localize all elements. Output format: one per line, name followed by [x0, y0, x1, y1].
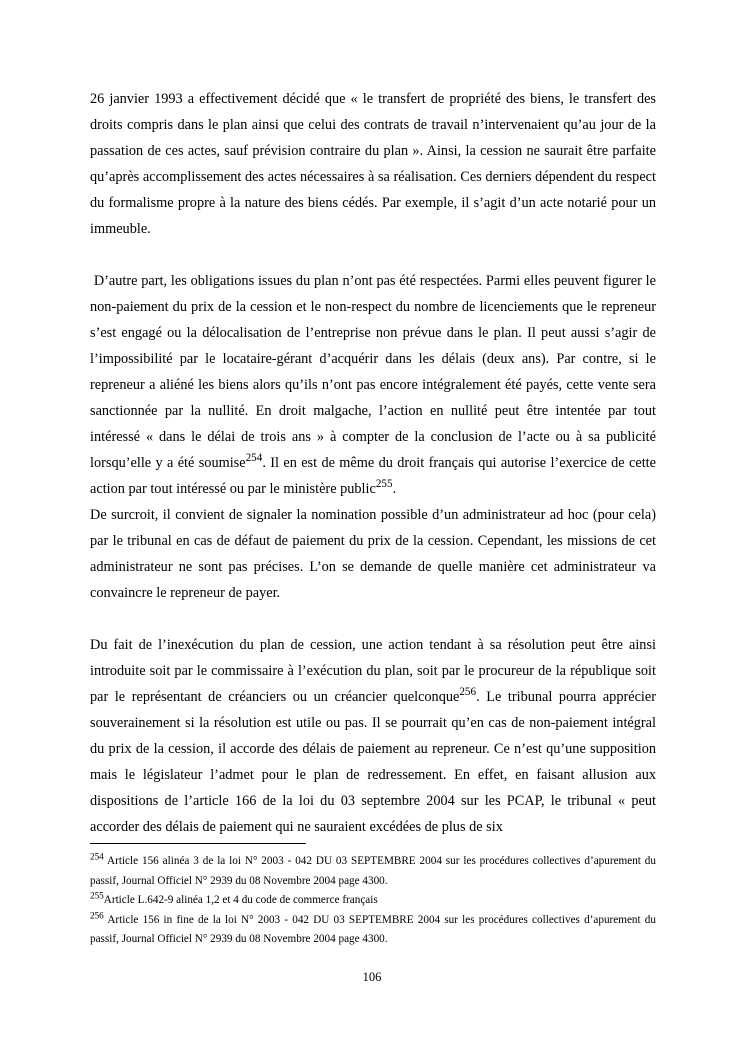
footnote-256-number: 256 — [90, 909, 104, 920]
paragraph-2-text-a: D’autre part, les obligations issues du plan n’ont pas été respectées. Parmi elles peuvent figurer le non-paiement du prix de la cession et le non-respect du nombre de licenciements que le repreneur s’est engagé ou la délocalisation de l’entreprise non prévue dans le plan. Il peut aussi s’agir de l’impossibilité par le locataire-gérant d’acquérir dans les délais (deux ans). Par contre, si le repreneur a aliéné les biens alors qu’ils n’ont pas encore intégralement été payés, cette vente sera sanctionnée par la nullité. En droit malgache, l’action en nullité peut être intentée par tout intéressé « dans le délai de trois ans » à compter de la conclusion de l’acte ou à sa publicité lorsqu’elle y a été soumise — [90, 273, 656, 471]
paragraph-2-text-b: . Il en est de même du droit français qui autorise l’exercice de cette action par tout intéressé ou par le ministère public — [90, 455, 656, 497]
page-number: 106 — [362, 970, 382, 984]
paragraph-2-text-c: . — [392, 481, 397, 497]
footnote-separator — [90, 843, 306, 844]
footnote-ref-256: 256 — [459, 686, 477, 699]
paragraph-1-text: 26 janvier 1993 a effectivement décidé que « le transfert de propriété des biens, le transfert des droits compris dans le plan ainsi que celui des contrats de travail n’intervenaient qu’au jour de la passation de ces actes, sauf prévision contraire du plan ». Ainsi, la cession ne saurait être parfaite qu’après accomplissement des actes nécessaires à sa réalisation. Ces derniers dépendent du respect du formalisme propre à la nature des biens cédés. Par exemple, il s’agit d’un acte notarié pour un immeuble. — [90, 91, 656, 237]
footnote-254 — [90, 852, 656, 891]
paragraph-2 — [90, 268, 656, 502]
footnote-255-number: 255 — [90, 890, 104, 901]
paragraph-4 — [90, 632, 656, 840]
paragraph-3-text: De surcroit, il convient de signaler la nomination possible d’un administrateur ad hoc (pour cela) par le tribunal en cas de défaut de paiement du prix de la cession. Cependant, les missions de cet administrateur ne sont pas précises. L’on se demande de quelle manière cet administrateur va convaincre le repreneur de payer. — [90, 507, 656, 601]
paragraph-4-text-b: . Le tribunal pourra apprécier souverainement si la résolution est utile ou pas. Il se pourrait qu’en cas de non-paiement intégral du prix de la cession, il accorde des délais de paiement au repreneur. Ce n’est qu’une supposition mais le législateur l’admet pour le plan de redressement. En effet, en faisant allusion aux dispositions de l’article 166 de la loi du 03 septembre 2004 sur les PCAP, le tribunal « peut accorder des délais de paiement qui ne sauraient excédées de plus de six — [90, 689, 656, 835]
footnote-254-text: Article 156 alinéa 3 de la loi N° 2003 - 042 DU 03 SEPTEMBRE 2004 sur les procédures collectives d’apurement du passif, Journal Officiel N° 2939 du 08 Novembre 2004 page 4300. — [90, 855, 656, 887]
footnote-ref-254: 254 — [245, 452, 263, 465]
footnote-256-text: Article 156 in fine de la loi N° 2003 - 042 DU 03 SEPTEMBRE 2004 sur les procédures collectives d’apurement du passif, Journal Officiel N° 2939 du 08 Novembre 2004 page 4300. — [90, 913, 656, 945]
paragraph-4-text-a: Du fait de l’inexécution du plan de cession, une action tendant à sa résolution peut être ainsi introduite soit par le commissaire à l’exécution du plan, soit par le procureur de la république soit par le représentant de créanciers ou un créancier quelconque — [90, 637, 656, 705]
footnotes-section — [90, 843, 656, 950]
paragraph-3 — [90, 502, 656, 606]
paragraph-1 — [90, 86, 656, 242]
footnote-255-text: Article L.642-9 alinéa 1,2 et 4 du code de commerce français — [103, 894, 378, 906]
footnote-256 — [90, 911, 656, 950]
footnote-255 — [90, 891, 656, 911]
footnote-ref-255: 255 — [375, 478, 393, 491]
footnote-254-number: 254 — [90, 851, 104, 862]
document-body — [90, 86, 656, 840]
